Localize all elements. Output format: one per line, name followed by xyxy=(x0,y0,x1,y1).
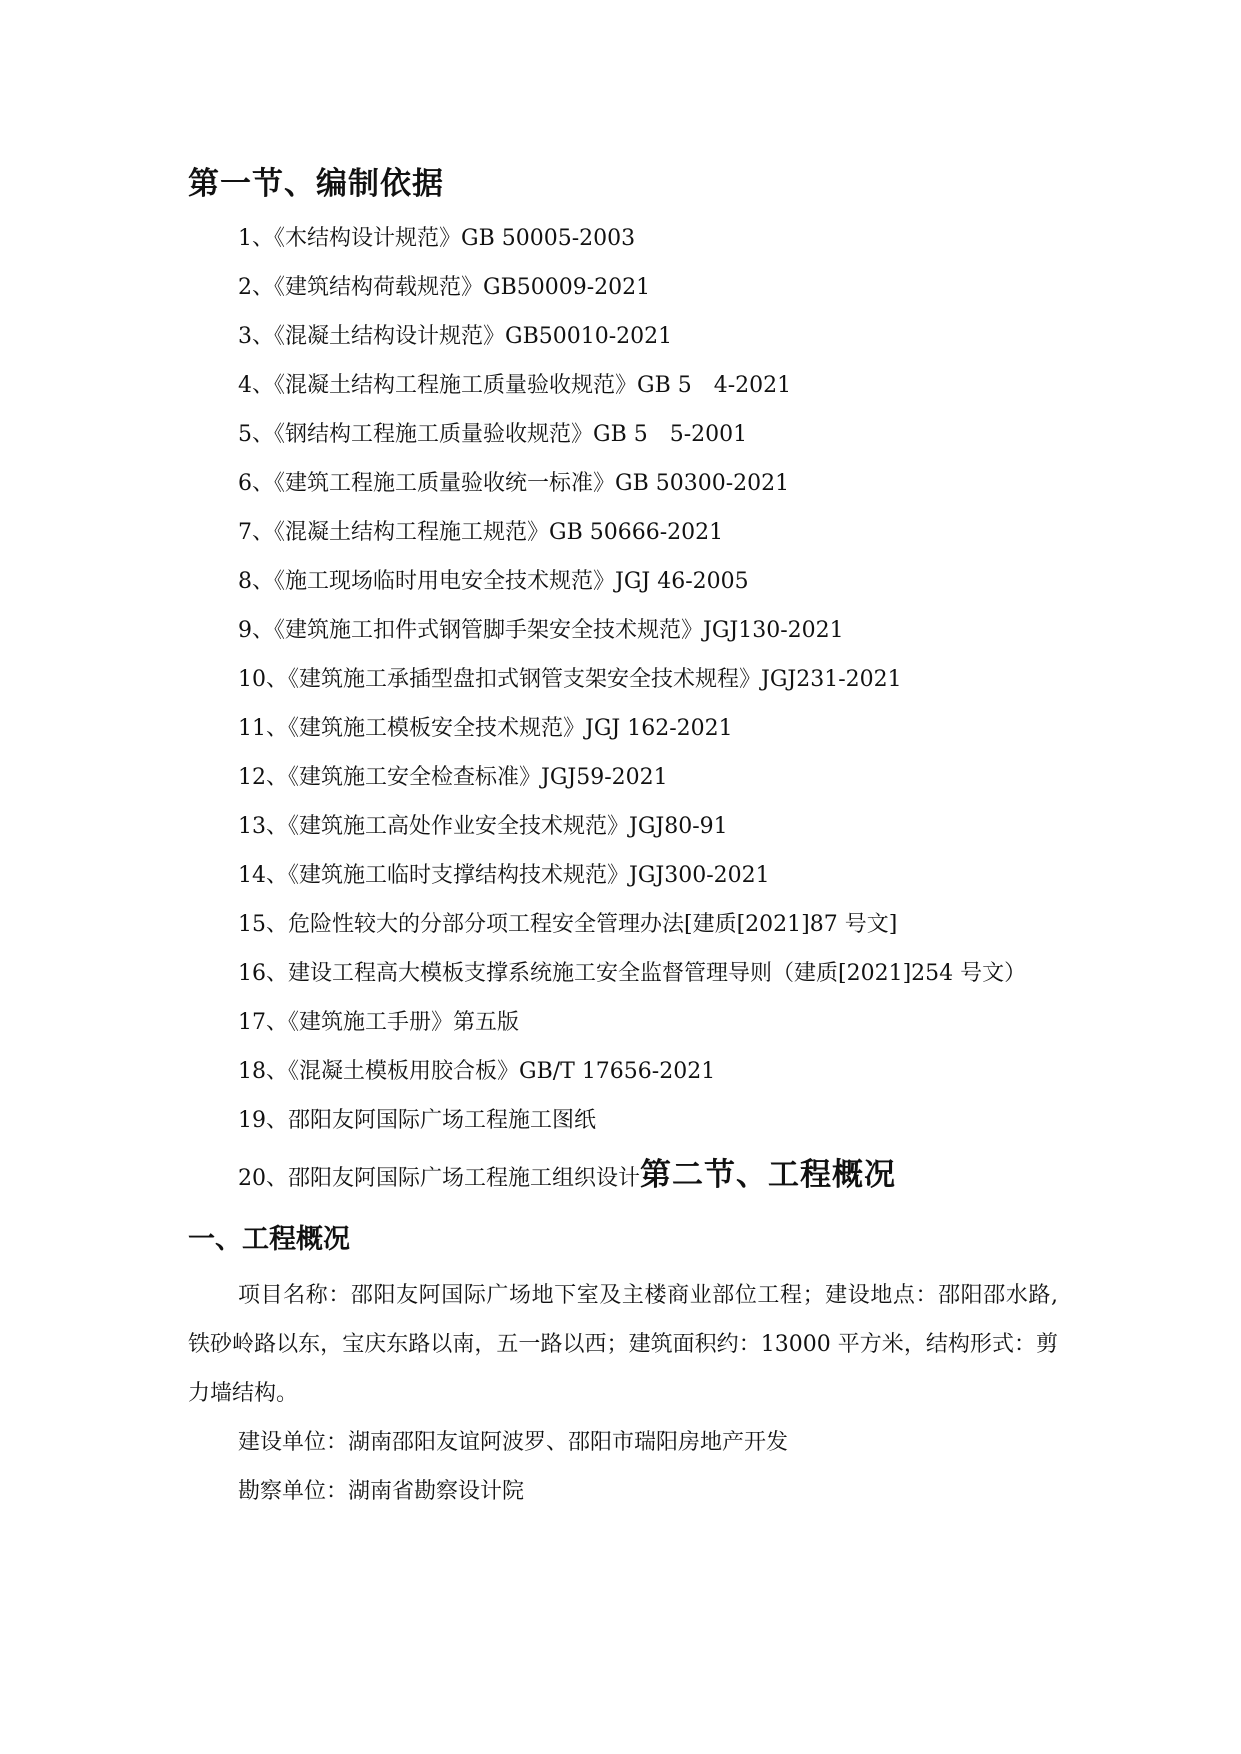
reference-item: 15、危险性较大的分部分项工程安全管理办法[建质[2021]87 号文] xyxy=(238,912,898,937)
reference-item: 3、《混凝土结构设计规范》GB50010-2021 xyxy=(238,324,673,349)
reference-item: 9、《建筑施工扣件式钢管脚手架安全技术规范》JGJ130-2021 xyxy=(238,618,844,643)
reference-item: 17、《建筑施工手册》第五版 xyxy=(238,1010,519,1035)
reference-item: 11、《建筑施工模板安全技术规范》JGJ 162-2021 xyxy=(238,716,733,741)
reference-item: 6、《建筑工程施工质量验收统一标准》GB 50300-2021 xyxy=(238,471,790,496)
reference-item: 18、《混凝土模板用胶合板》GB/T 17656-2021 xyxy=(238,1059,716,1084)
section2-title: 第二节、工程概况 xyxy=(640,1157,896,1193)
reference-item: 1、《木结构设计规范》GB 50005-2003 xyxy=(238,226,636,251)
reference-item: 7、《混凝土结构工程施工规范》GB 50666-2021 xyxy=(238,520,724,545)
reference-item: 19、邵阳友阿国际广场工程施工图纸 xyxy=(238,1108,596,1133)
document-content xyxy=(188,158,1058,1516)
survey-unit-paragraph: 勘察单位：湖南省勘察设计院 xyxy=(238,1479,525,1504)
reference-item: 14、《建筑施工临时支撑结构技术规范》JGJ300-2021 xyxy=(238,863,770,888)
reference-item: 10、《建筑施工承插型盘扣式钢管支架安全技术规程》JGJ231-2021 xyxy=(238,667,902,692)
reference-item: 2、《建筑结构荷载规范》GB50009-2021 xyxy=(238,275,651,300)
reference-item: 8、《施工现场临时用电安全技术规范》JGJ 46-2005 xyxy=(238,569,749,594)
reference-item: 5、《钢结构工程施工质量验收规范》GB 5 5-2001 xyxy=(238,422,748,447)
project-overview-paragraph: 项目名称：邵阳友阿国际广场地下室及主楼商业部位工程；建设地点：邵阳邵水路,铁砂岭路以东，宝庆东路以南，五一路以西；建筑面积约：13000 平方米，结构形式：剪力墙结构。 xyxy=(188,1283,1058,1406)
construction-unit-paragraph: 建设单位：湖南邵阳友谊阿波罗、邵阳市瑞阳房地产开发 xyxy=(238,1430,789,1455)
subsection-title: 一、工程概况 xyxy=(188,1224,350,1255)
reference-item-20-with-section2-title xyxy=(188,1145,1058,1209)
section1-title: 第一节、编制依据 xyxy=(188,166,444,202)
reference-item-20: 20、邵阳友阿国际广场工程施工组织设计 xyxy=(238,1166,640,1191)
reference-item-16: 16、建设工程高大模板支撑系统施工安全监督管理导则（建质[2021]254 号文） xyxy=(238,961,1027,986)
reference-item: 4、《混凝土结构工程施工质量验收规范》GB 5 4-2021 xyxy=(238,373,792,398)
reference-item: 12、《建筑施工安全检查标准》JGJ59-2021 xyxy=(238,765,668,790)
reference-item: 13、《建筑施工高处作业安全技术规范》JGJ80-91 xyxy=(238,814,728,839)
reference-list xyxy=(188,214,1058,1209)
